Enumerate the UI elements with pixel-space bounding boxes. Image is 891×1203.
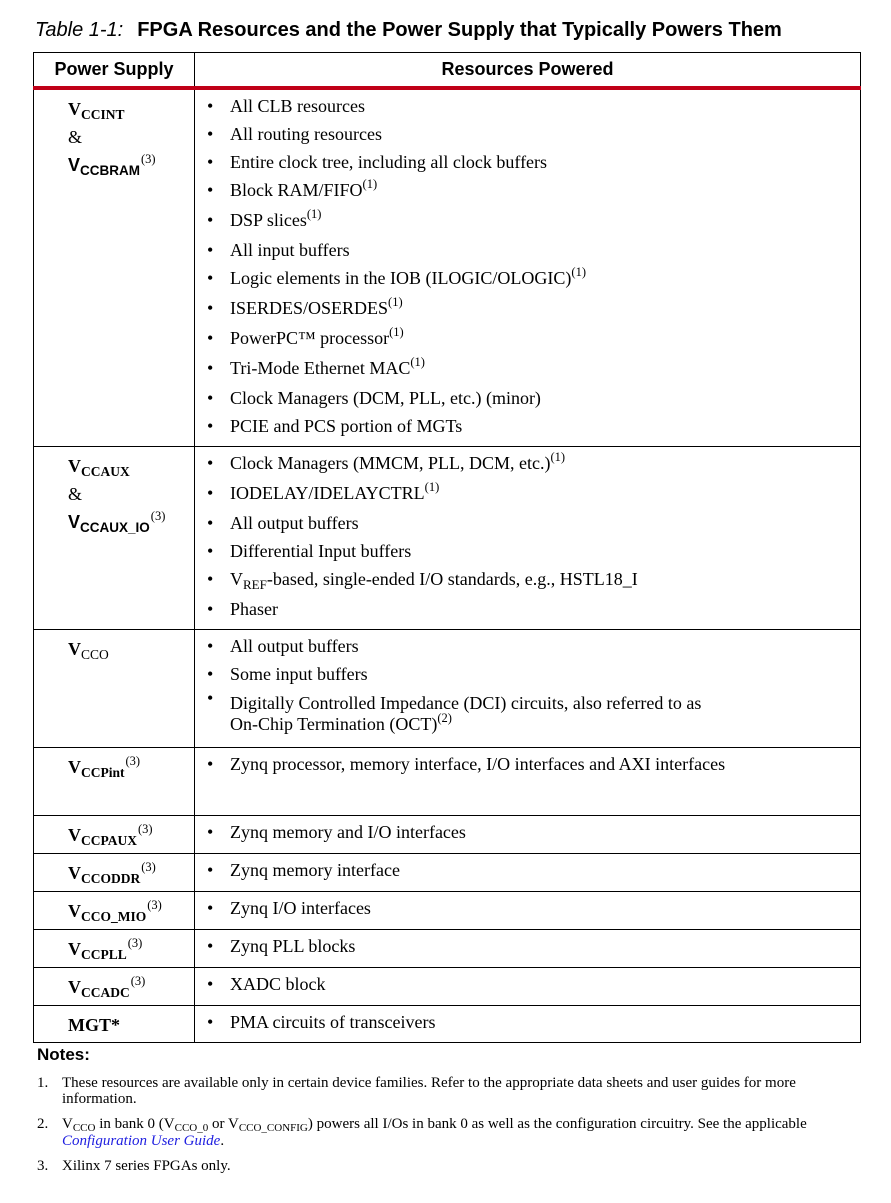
- resource-text: Zynq memory and I/O interfaces: [230, 822, 466, 842]
- footnote-ref: (3): [130, 974, 146, 988]
- resources-cell: [195, 447, 861, 630]
- resource-item: [203, 236, 860, 264]
- table-row: [34, 968, 861, 1006]
- footnote-ref: (3): [141, 860, 156, 874]
- note-number: 1.: [37, 1075, 49, 1091]
- resource-text: PCIE and PCS portion of MGTs: [230, 416, 463, 436]
- resource-text: All output buffers: [230, 513, 359, 533]
- resource-text: All output buffers: [230, 636, 359, 656]
- supply-subscript: CCO: [81, 647, 109, 662]
- resource-text: Zynq processor, memory interface, I/O interfaces and AXI interfaces: [230, 754, 726, 774]
- resource-item: [203, 206, 860, 236]
- resource-text: All CLB resources: [230, 96, 365, 116]
- power-supply-cell: [34, 1006, 195, 1043]
- supply-subscript: CCAUX_IO: [80, 520, 150, 535]
- table-caption-label: Table 1-1:: [35, 19, 124, 41]
- note-item-1: [37, 1075, 857, 1107]
- header-resources-powered: Resources Powered: [195, 53, 861, 89]
- resource-text: Some input buffers: [230, 664, 368, 684]
- configuration-user-guide-link[interactable]: Configuration User Guide: [62, 1133, 221, 1149]
- supply-subscript: CCPLL: [81, 947, 127, 962]
- resource-list: [203, 750, 860, 778]
- footnote-ref: (3): [141, 152, 156, 166]
- resource-subscript: REF: [243, 577, 267, 592]
- footnote-ref: (1): [550, 450, 566, 464]
- resource-text: Tri-Mode Ethernet MAC: [230, 358, 411, 378]
- resource-list: [203, 92, 860, 440]
- note-text: Xilinx 7 series FPGAs only.: [62, 1158, 231, 1174]
- note-number: 2.: [37, 1116, 49, 1132]
- note-item-2: [37, 1116, 857, 1149]
- note-number: 3.: [37, 1158, 49, 1174]
- resource-item: [203, 412, 860, 440]
- resource-text: Zynq memory interface: [230, 860, 400, 880]
- resource-text: Logic elements in the IOB (ILOGIC/OLOGIC): [230, 268, 572, 288]
- resource-item: [203, 894, 860, 922]
- footnote-ref: (1): [362, 177, 378, 191]
- supply-symbol: V: [68, 977, 81, 997]
- supply-symbol: V: [68, 939, 81, 959]
- resource-item: [203, 120, 860, 148]
- supply-name: [68, 821, 194, 849]
- power-supply-cell: [34, 930, 195, 968]
- footnote-ref: (3): [138, 822, 153, 836]
- resource-item: [203, 660, 860, 688]
- supply-subscript: CCO_MIO: [81, 909, 147, 924]
- resource-item: [203, 354, 860, 384]
- resource-item: [203, 565, 860, 595]
- resource-item: [203, 384, 860, 412]
- supply-subscript: CCAUX: [81, 464, 130, 479]
- resource-text: DSP slices: [230, 210, 307, 230]
- note-text-part: V: [62, 1116, 73, 1132]
- footnote-ref: (1): [571, 265, 586, 279]
- table-row: [34, 892, 861, 930]
- notes-heading: Notes:: [37, 1045, 90, 1064]
- supply-symbol: V: [68, 639, 81, 659]
- resource-list: [203, 632, 860, 737]
- resource-item: [203, 509, 860, 537]
- resource-item: [203, 264, 860, 294]
- supply-name: [68, 973, 194, 1001]
- resource-item: [203, 148, 860, 176]
- supply-symbol: V: [68, 757, 81, 777]
- resource-text: Clock Managers (MMCM, PLL, DCM, etc.): [230, 453, 551, 473]
- supply-name: [68, 753, 194, 781]
- supply-symbol: V: [68, 825, 81, 845]
- resource-item: [203, 970, 860, 998]
- resource-list: [203, 856, 860, 884]
- resource-item: [203, 1008, 860, 1036]
- resource-text: Clock Managers (DCM, PLL, etc.) (minor): [230, 388, 541, 408]
- table-row: [34, 930, 861, 968]
- notes-list: [37, 1075, 857, 1174]
- note-text-part: or V: [208, 1116, 239, 1132]
- table-body: [34, 88, 861, 1043]
- note-text-part: .: [220, 1133, 225, 1149]
- resource-text: Digitally Controlled Impedance (DCI) circuits, also referred to as: [230, 693, 702, 713]
- supply-name: [68, 635, 194, 663]
- resource-item: [203, 324, 860, 354]
- supply-name: [68, 1011, 194, 1039]
- resource-item: [203, 688, 860, 737]
- supply-name: [68, 897, 194, 925]
- supply-subscript: CCADC: [81, 985, 130, 1000]
- note-text-part: in bank 0 (V: [95, 1116, 175, 1132]
- power-supply-cell: [34, 748, 195, 816]
- resource-text: PMA circuits of transceivers: [230, 1012, 436, 1032]
- table-row: [34, 816, 861, 854]
- resource-list: [203, 449, 860, 623]
- footnote-ref: (1): [424, 480, 440, 494]
- resource-list: [203, 1008, 860, 1036]
- supply-symbol: MGT*: [68, 1015, 120, 1035]
- table-row: [34, 88, 861, 447]
- table-header-row: [34, 53, 861, 89]
- resource-list: [203, 894, 860, 922]
- footnote-ref: (2): [437, 711, 452, 725]
- resource-text: IODELAY/IDELAYCTRL: [230, 483, 425, 503]
- supply-symbol: V: [68, 901, 81, 921]
- resource-list: [203, 932, 860, 960]
- resource-text: Entire clock tree, including all clock buffers: [230, 152, 548, 172]
- power-supply-cell: [34, 854, 195, 892]
- note-text: These resources are available only in certain device families. Refer to the appropriate data sheets and user guides for more information.: [62, 1075, 796, 1107]
- resource-item: [203, 92, 860, 120]
- note-item-3: [37, 1158, 857, 1174]
- supply-subscript: CCBRAM: [80, 163, 141, 178]
- resource-item: [203, 595, 860, 623]
- resource-item: [203, 932, 860, 960]
- resource-item: [203, 176, 860, 206]
- power-supply-cell: [34, 447, 195, 630]
- resource-item: [203, 479, 860, 509]
- resource-text: All routing resources: [230, 124, 382, 144]
- resources-cell: [195, 88, 861, 447]
- resource-item: [203, 632, 860, 660]
- power-supply-cell: [34, 88, 195, 447]
- footnote-ref: (1): [410, 355, 425, 369]
- table-row: [34, 1006, 861, 1043]
- supply-symbol: V: [68, 99, 81, 119]
- supply-name: [68, 508, 194, 536]
- resource-list: [203, 818, 860, 846]
- resources-cell: [195, 630, 861, 748]
- footnote-ref: (1): [389, 325, 404, 339]
- power-supply-cell: [34, 968, 195, 1006]
- power-supply-cell: [34, 892, 195, 930]
- note-subscript: CCO_CONFIG: [238, 1122, 308, 1134]
- resource-text: Differential Input buffers: [230, 541, 412, 561]
- supply-name: [68, 452, 194, 480]
- resources-cell: [195, 930, 861, 968]
- resources-cell: [195, 1006, 861, 1043]
- power-supply-cell: [34, 816, 195, 854]
- header-power-supply: Power Supply: [34, 53, 195, 89]
- supply-symbol: V: [68, 863, 81, 883]
- table-row: [34, 748, 861, 816]
- supply-name: [68, 859, 194, 887]
- supply-subscript: CCODDR: [81, 871, 141, 886]
- supply-symbol: V: [68, 155, 81, 175]
- resource-text: XADC block: [230, 974, 326, 994]
- resource-text: Phaser: [230, 599, 278, 619]
- notes-section: [37, 1045, 857, 1183]
- resource-prefix: V: [230, 569, 243, 589]
- supply-subscript: CCINT: [81, 107, 125, 122]
- resource-item: [203, 818, 860, 846]
- resource-text: Block RAM/FIFO: [230, 180, 363, 200]
- resources-cell: [195, 892, 861, 930]
- footnote-ref: (3): [150, 509, 166, 523]
- resource-text-continued: On-Chip Termination (OCT): [230, 714, 438, 734]
- resource-text: All input buffers: [230, 240, 350, 260]
- resources-cell: [195, 968, 861, 1006]
- resources-cell: [195, 748, 861, 816]
- table-row: [34, 447, 861, 630]
- table-caption-title: FPGA Resources and the Power Supply that Typically Powers Them: [137, 19, 782, 41]
- note-text-part: ) powers all I/Os in bank 0 as well as the configuration circuitry. See the applicable: [307, 1116, 807, 1132]
- resource-item: [203, 449, 860, 479]
- supply-subscript: CCPAUX: [81, 833, 137, 848]
- footnote-ref: (3): [125, 754, 141, 768]
- supply-name: [68, 935, 194, 963]
- footnote-ref: (1): [388, 295, 403, 309]
- supply-subscript: CCPint: [81, 765, 125, 780]
- resource-item: [203, 750, 860, 778]
- ampersand: &: [68, 127, 83, 147]
- supply-symbol: V: [68, 456, 81, 476]
- table-row: [34, 630, 861, 748]
- resources-table: [33, 52, 861, 1043]
- ampersand: &: [68, 484, 83, 504]
- resources-cell: [195, 854, 861, 892]
- resource-text: Zynq I/O interfaces: [230, 898, 371, 918]
- supply-name: [68, 95, 194, 123]
- resource-text: ISERDES/OSERDES: [230, 298, 389, 318]
- resource-item: [203, 856, 860, 884]
- resource-item: [203, 537, 860, 565]
- footnote-ref: (3): [127, 936, 143, 950]
- resource-text: Zynq PLL blocks: [230, 936, 356, 956]
- table-row: [34, 854, 861, 892]
- note-subscript: CCO_0: [174, 1122, 209, 1134]
- power-supply-cell: [34, 630, 195, 748]
- resource-text: -based, single-ended I/O standards, e.g., HSTL18_I: [266, 569, 638, 589]
- footnote-ref: (3): [147, 898, 162, 912]
- table-caption: [35, 17, 782, 43]
- resource-item: [203, 294, 860, 324]
- resources-cell: [195, 816, 861, 854]
- note-text: [62, 1116, 807, 1149]
- supply-name: [68, 151, 194, 179]
- footnote-ref: (1): [306, 207, 322, 221]
- supply-symbol: V: [68, 512, 81, 532]
- note-subscript: CCO: [72, 1122, 96, 1134]
- resource-text: PowerPC™ processor: [230, 328, 390, 348]
- resource-list: [203, 970, 860, 998]
